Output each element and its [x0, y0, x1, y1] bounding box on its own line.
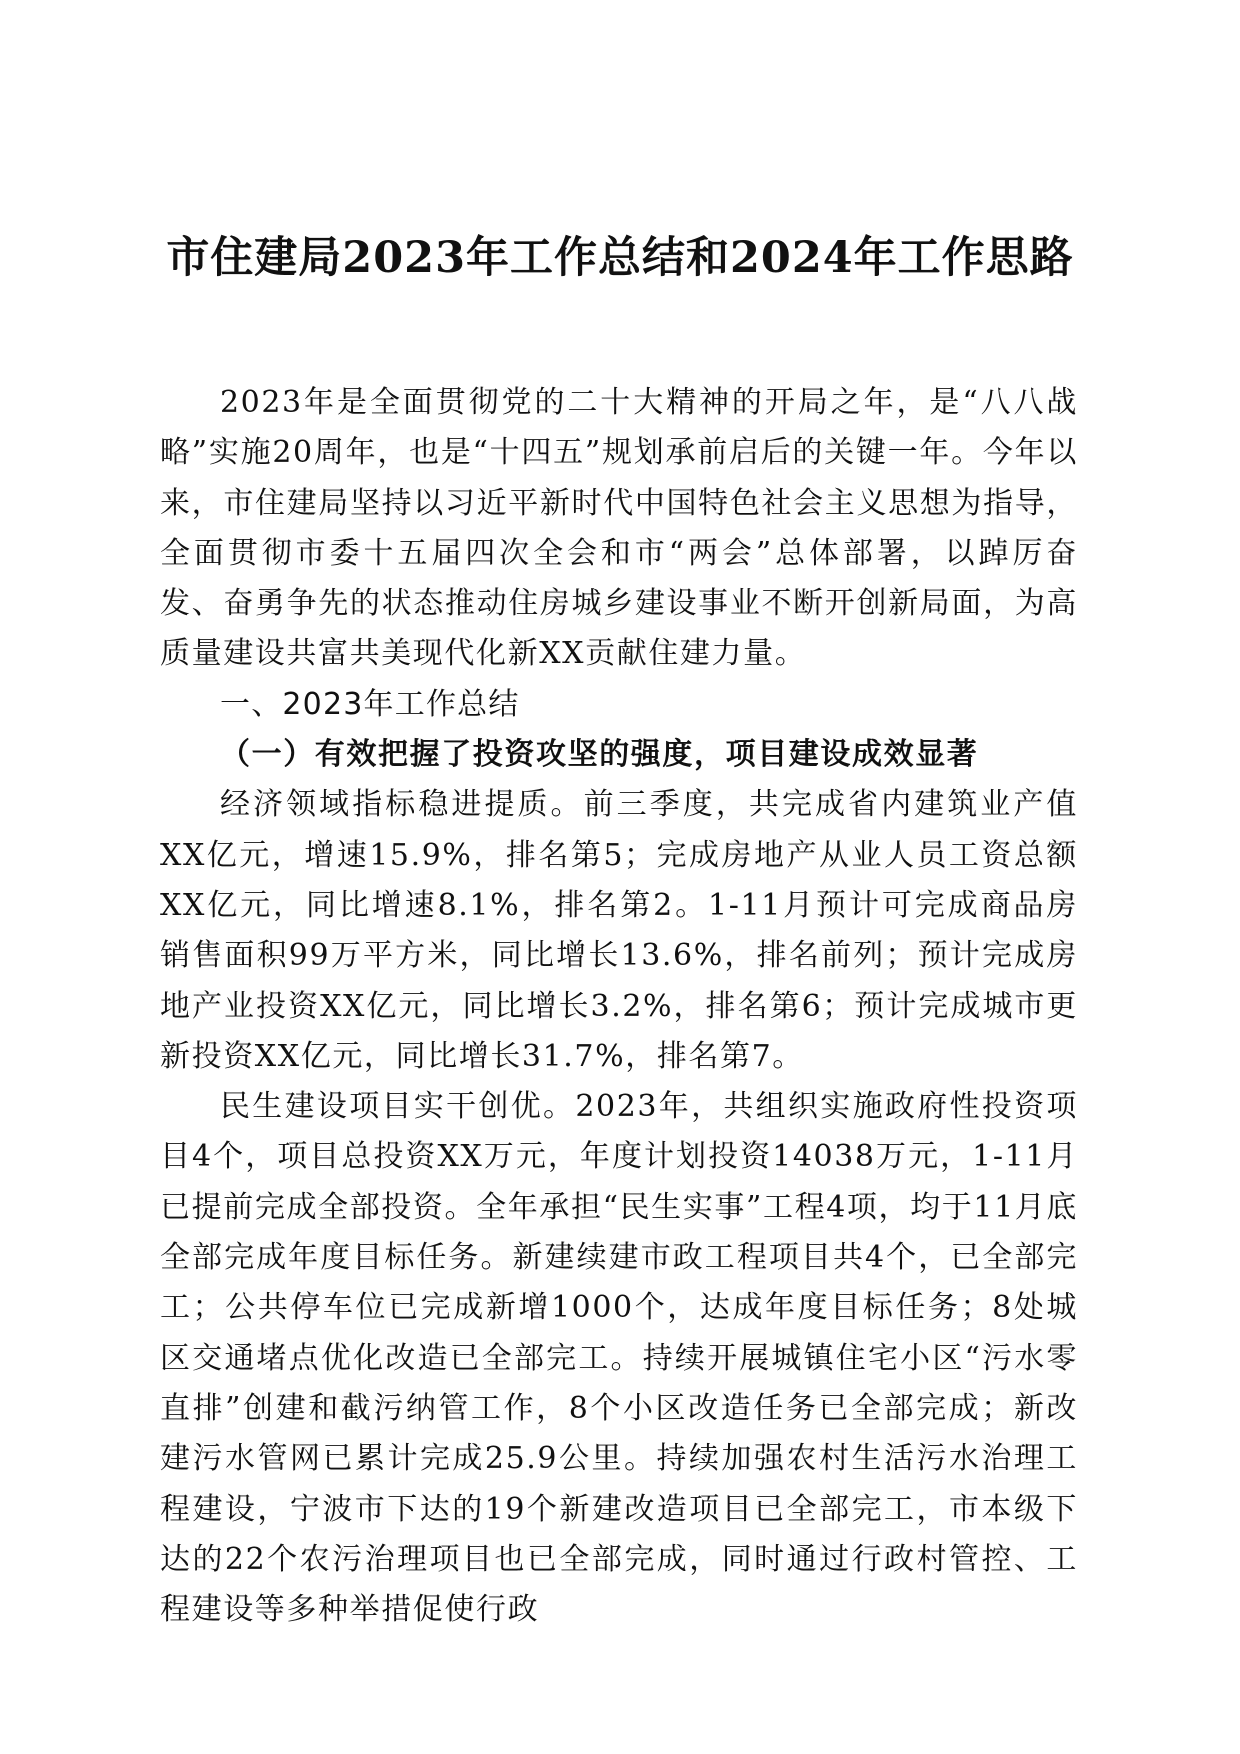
intro-paragraph: 2023年是全面贯彻党的二十大精神的开局之年，是“八八战略”实施20周年，也是“十四五”规划承前启后的关键一年。今年以来，市住建局坚持以习近平新时代中国特色社会主义思想为指导，全面贯彻市委十五届四次全会和市“两会”总体部署，以踔厉奋发、奋勇争先的状态推动住房城乡建设事业不断开创新局面，为高质量建设共富共美现代化新XX贡献住建力量。 [160, 385, 1078, 672]
document-body [160, 378, 1078, 1635]
livelihood-paragraph: 民生建设项目实干创优。2023年，共组织实施政府性投资项目4个，项目总投资XX万元，年度计划投资14038万元，1-11月已提前完成全部投资。全年承担“民生实事”工程4项，均于11月底全部完成年度目标任务。新建续建市政工程项目共4个，已全部完工；公共停车位已完成新增1000个，达成年度目标任务；8处城区交通堵点优化改造已全部完工。持续开展城镇住宅小区“污水零直排”创建和截污纳管工作，8个小区改造任务已全部完成；新改建污水管网已累计完成25.9公里。持续加强农村生活污水治理工程建设，宁波市下达的19个新建改造项目已全部完工，市本级下达的22个农污治理项目也已全部完成，同时通过行政村管控、工程建设等多种举措促使行政 [160, 1089, 1078, 1628]
document-title: 市住建局2023年工作总结和2024年工作思路 [166, 233, 1074, 283]
economy-paragraph: 经济领域指标稳进提质。前三季度，共完成省内建筑业产值XX亿元，增速15.9%，排名第5；完成房地产从业人员工资总额XX亿元，同比增速8.1%，排名第2。1-11月预计可完成商品房销售面积99万平方米，同比增长13.6%，排名前列；预计完成房地产业投资XX亿元，同比增长3.2%，排名第6；预计完成城市更新投资XX亿元，同比增长31.7%，排名第7。 [160, 787, 1078, 1074]
section-heading-1: 一、2023年工作总结 [220, 686, 520, 722]
subsection-heading-1: （一）有效把握了投资攻坚的强度，项目建设成效显著 [220, 737, 979, 773]
